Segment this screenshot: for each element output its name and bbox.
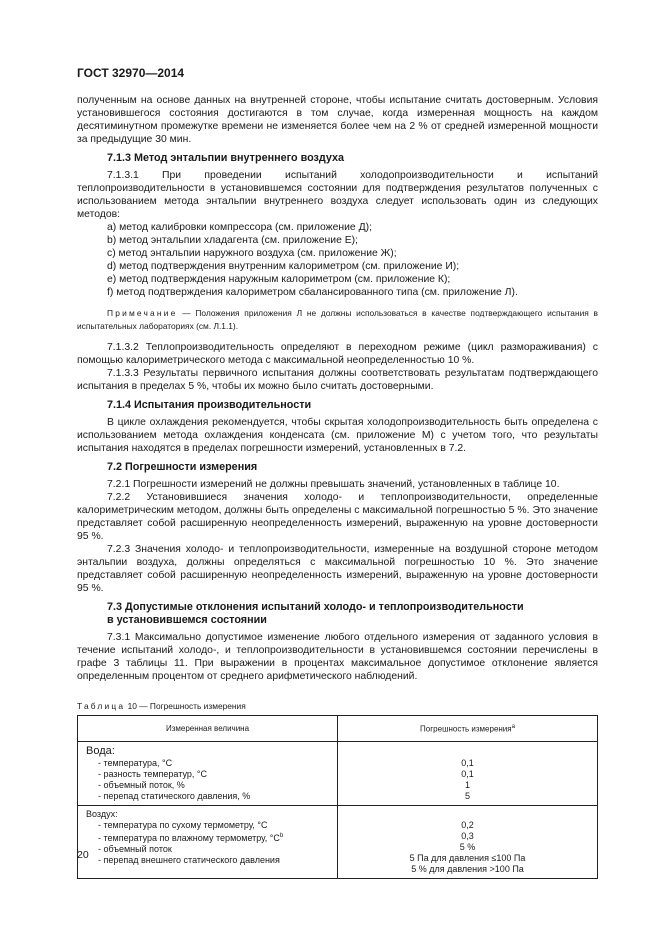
heading-7-1-4: 7.1.4 Испытания производительности [107,399,312,411]
row-value: 1 [464,780,470,790]
list-item: a) метод калибровки компрессора (см. приложение Д); [107,222,372,233]
row-value: 5 [464,791,470,801]
row-label [86,831,329,844]
row-value: 5 % для давления >100 Па [411,864,524,874]
table-cell [78,806,338,879]
document-page [77,66,598,879]
row-label: - температура по сухому термометру, °С [98,820,268,830]
row-label: - перепад внешнего статического давления [98,855,280,865]
column-header: Измеренная величина [78,716,338,742]
caption-label: Таблица [77,701,126,711]
paragraph-7-1-3-2: 7.1.3.2 Теплопроизводительность определяют в переходном режиме (цикл размораживания) с помощью калориметрического метода с максимальной неопределенностью 10 %. [77,342,598,366]
row-value: 5 Па для давления ≤100 Па [409,853,526,863]
paragraph-7-2-3: 7.2.3 Значения холодо- и теплопроизводительности, измеренные на воздушной стороне методом энтальпии воздуха, должны определяться с максимальной погрешностью 10 %. Это значение представляет собой расширенную неопределенность измерений, выраженную на уровне достоверности 95 %. [77,544,598,594]
row-value: 5 % [459,842,476,852]
paragraph-7-2-2: 7.2.2 Установившиеся значения холодо- и теплопроизводительности, определенные калориметрическим методом, должны быть определены с максимальной погрешностью 5 %. Это значение представляет собой расширенную неопределенность измерений, выраженную на уровне достоверности 95 %. [77,492,598,542]
table-caption [77,701,598,711]
column-header [338,716,598,742]
row-label: - объемный поток [98,844,172,854]
paragraph-intro: полученным на основе данных на внутренней стороне, чтобы испытание считать достоверным. Условия установившегося состояния достигаются в том случае, когда измеренная мощность на каждом десятиминутном промежутке времени не изменяется более чем на 2 % от средней измеренной мощности за предыдущие 30 мин. [77,95,598,145]
table-row [78,742,598,806]
paragraph-7-3-1: 7.3.1 Максимально допустимое изменение любого отдельного измерения от заданного условия в течение испытаний холодо-, и теплопроизводительности в установившемся состоянии перечислены в графе 3 таблицы 11. При выражении в процентах максимальное допустимое отклонение является определенным процентом от среднего арифметического наблюдений. [77,632,598,682]
row-label: - температура, °С [98,758,173,768]
paragraph-7-2-1: 7.2.1 Погрешности измерений не должны превышать значений, установленных в таблице 10. [107,479,560,490]
measurement-error-table [77,715,598,879]
table-row [78,806,598,879]
list-item: b) метод энтальпии хладагента (см. приложение Е); [107,235,359,246]
row-value: 0,1 [461,769,474,779]
group-name: Вода: [86,745,115,757]
paragraph-7-1-3-1: 7.1.3.1 При проведении испытаний холодопроизводительности и испытаний теплопроизводительности в установившемся состоянии для подтверждения результатов полученных с использованием метода энтальпии внутреннего воздуха следует использовать один из следующих методов: [77,170,598,220]
table-header-row [78,716,598,742]
row-value: 0,3 [461,831,474,841]
row-label-text: - температура по влажному термометру, °С [98,833,280,843]
paragraph-7-1-4: В цикле охлаждения рекомендуется, чтобы скрытая холодопроизводительность быть определена с использованием метода охлаждения конденсата (см. приложение М) с учетом того, что результаты испытания находятся в пределах погрешности измерений, установленных в 7.2. [77,417,598,454]
list-item: f) метод подтверждения калориметром сбалансированного типа (см. приложение Л). [107,287,518,298]
row-value: 0,2 [461,820,474,830]
list-item: e) метод подтверждения наружным калориметром (см. приложение К); [107,274,451,285]
row-label: - разность температур, °С [98,769,207,779]
row-label: - перепад статического давления, % [98,791,251,801]
list-item: d) метод подтверждения внутренним калориметром (см. приложение И); [107,261,460,272]
column-header-text: Погрешность измерения [420,724,512,734]
table-cell [338,806,598,879]
note-text: — Положения приложения Л не должны использоваться в качестве подтверждающего испытания в испытательных лабораториях (см. Л.1.1). [77,308,598,331]
paragraph-7-1-3-3: 7.1.3.3 Результаты первичного испытания должны соответствовать результатам подтверждающего испытания в пределах 5 %, чтобы их можно было считать достоверными. [77,368,598,392]
note [77,307,598,333]
table-cell [338,742,598,806]
list-item: c) метод энтальпии наружного воздуха (см. приложение Ж); [107,248,397,259]
page-number: 20 [77,849,89,861]
heading-line: в установившемся состоянии [107,614,267,626]
heading-7-1-3: 7.1.3 Метод энтальпии внутреннего воздуха [107,152,345,164]
group-name: Воздух: [86,809,118,819]
note-label: Примечание [107,308,178,318]
row-label: - объемный поток, % [98,780,185,790]
heading-7-2: 7.2 Погрешности измерения [107,461,258,473]
caption-text: 10 — Погрешность измерения [125,701,246,711]
table-cell [78,742,338,806]
document-header: ГОСТ 32970—2014 [77,66,185,80]
footnote-marker: a [511,723,515,730]
heading-line: 7.3 Допустимые отклонения испытаний холодо- и теплопроизводительности [107,601,524,613]
footnote-marker: b [279,833,284,839]
heading-7-3 [107,601,598,627]
row-value: 0,1 [461,758,474,768]
